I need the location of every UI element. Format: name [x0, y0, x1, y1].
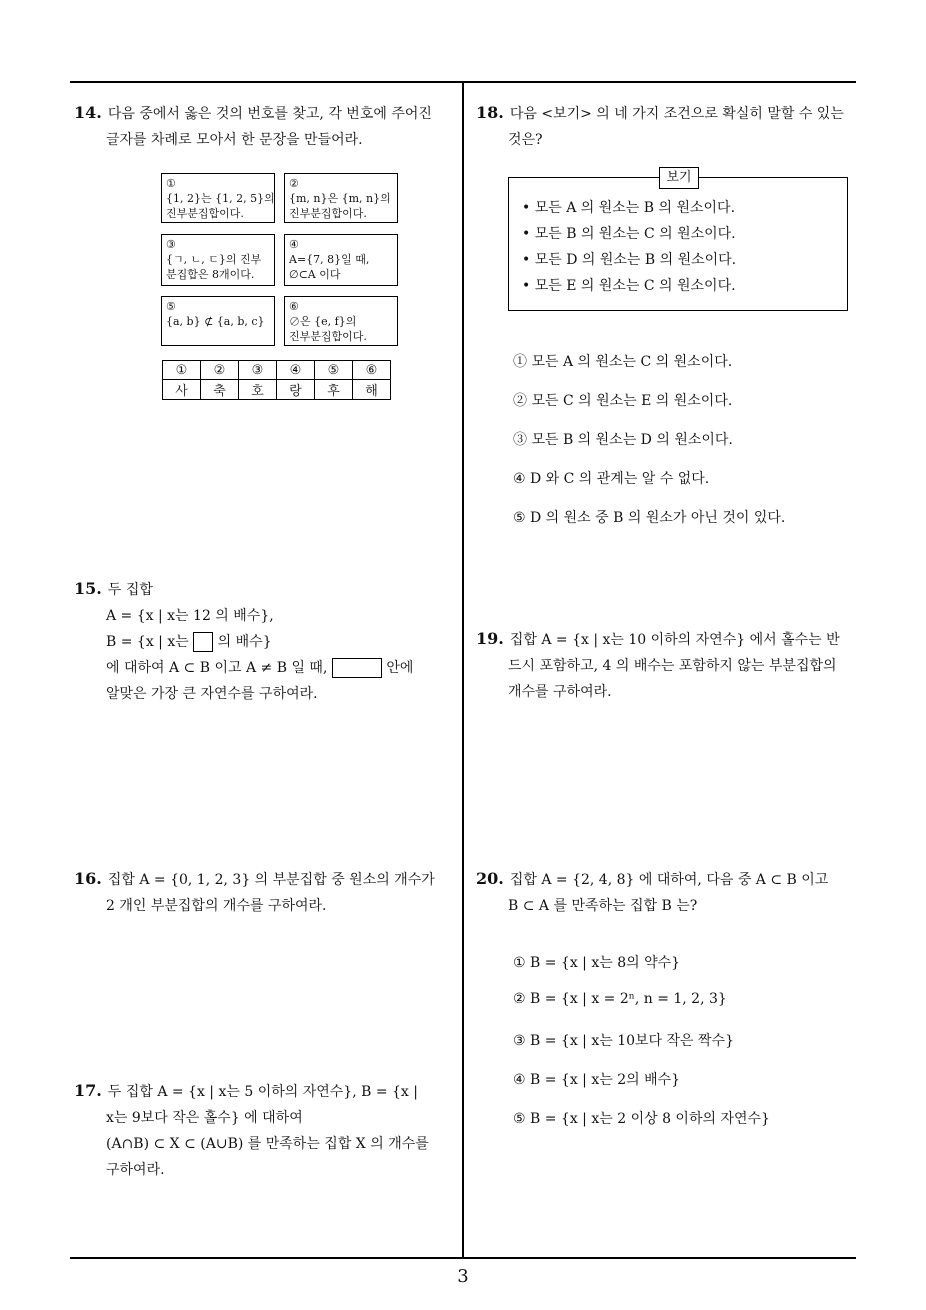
question-text: 의 배수}: [217, 634, 272, 650]
statement-box-3: [161, 234, 275, 286]
box-line: {a, b} ⊄ {a, b, c}: [166, 315, 265, 328]
table-cell: ②: [201, 361, 239, 380]
choice-2: ② 모든 C 의 원소는 E 의 원소이다.: [513, 393, 733, 409]
statement-box-6: [284, 296, 398, 346]
box-line: 진부분집합이다.: [289, 330, 367, 343]
table-cell: ⑥: [353, 361, 391, 380]
table-cell: ③: [239, 361, 277, 380]
question-text: 다음 <보기> 의 네 가지 조건으로 확실히 말할 수 있는: [509, 106, 844, 122]
box-line: 분집합은 8개이다.: [166, 268, 255, 281]
question-text: 개수를 구하여라.: [508, 684, 612, 700]
statement-box-1: [161, 173, 275, 223]
table-cell: 후: [315, 380, 353, 400]
answer-letter-table: [162, 360, 391, 400]
choice-4: ④ D 와 C 의 관계는 알 수 없다.: [513, 471, 710, 487]
table-cell: 해: [353, 380, 391, 400]
question-text: B ⊂ A 를 만족하는 집합 B 는?: [508, 898, 698, 914]
table-cell: ⑤: [315, 361, 353, 380]
box-line: 진부분집합이다.: [166, 207, 244, 220]
question-18: [476, 100, 861, 153]
box-line: {1, 2}는 {1, 2, 5}의: [166, 192, 275, 205]
choice-3: ③ B = {x | x는 10보다 작은 짝수}: [513, 1033, 734, 1049]
table-row: [163, 361, 391, 380]
question-14: [74, 100, 459, 153]
question-text: 집합 A = {2, 4, 8} 에 대하여, 다음 중 A ⊂ B 이고: [509, 872, 829, 888]
question-text: 2 개인 부분집합의 개수를 구하여라.: [106, 898, 327, 914]
question-text: 구하여라.: [106, 1162, 165, 1178]
question-text: 글자를 차례로 모아서 한 문장을 만들어라.: [106, 132, 363, 148]
box-line: 진부분집합이다.: [289, 207, 367, 220]
question-text: 집합 A = {x | x는 10 이하의 자연수} 에서 홀수는 반: [509, 632, 840, 648]
choice-4: ④ B = {x | x는 2의 배수}: [513, 1072, 681, 1088]
choice-2: ② B = {x | x = 2ⁿ, n = 1, 2, 3}: [513, 991, 727, 1007]
question-text: 에 대하여 A ⊂ B 이고 A ≠ B 일 때,: [106, 660, 328, 676]
statement-box-4: [284, 234, 398, 286]
question-number: 16.: [74, 869, 102, 888]
box-line: ∅은 {e, f}의: [289, 315, 357, 328]
question-text: (A∩B) ⊂ X ⊂ (A∪B) 를 만족하는 집합 X 의 개수를: [106, 1136, 429, 1152]
choice-5: ⑤ D 의 원소 중 B 의 원소가 아닌 것이 있다.: [513, 510, 786, 526]
question-17: [74, 1078, 459, 1183]
question-16: [74, 866, 459, 919]
choice-1: ① 모든 A 의 원소는 C 의 원소이다.: [513, 354, 733, 370]
box-line: ∅⊂A 이다: [289, 268, 341, 281]
question-text: B = {x | x는: [106, 634, 189, 650]
question-number: 20.: [476, 869, 504, 888]
box-line: {ㄱ, ㄴ, ㄷ}의 진부: [166, 253, 262, 266]
question-20: [476, 866, 861, 919]
column-divider: [462, 82, 464, 1258]
statement-box-2: [284, 173, 398, 223]
choice-3: ③ 모든 B 의 원소는 D 의 원소이다.: [513, 432, 733, 448]
box-line: {m, n}은 {m, n}의: [289, 192, 391, 205]
question-text: 것은?: [508, 132, 543, 148]
box-line: A={7, 8}일 때,: [289, 253, 370, 266]
table-cell: 호: [239, 380, 277, 400]
question-text: 안에: [386, 660, 414, 676]
question-19: [476, 626, 861, 705]
question-15: [74, 576, 459, 707]
box-mark: ⑤: [166, 300, 176, 313]
table-cell: 사: [163, 380, 201, 400]
box-mark: ②: [289, 177, 299, 190]
question-text: 두 집합: [107, 582, 153, 598]
answer-blank-box: [193, 632, 213, 652]
question-text: 집합 A = {0, 1, 2, 3} 의 부분집합 중 원소의 개수가: [107, 872, 435, 888]
bogi-item: • 모든 D 의 원소는 B 의 원소이다.: [522, 252, 737, 268]
table-row: [163, 380, 391, 400]
box-mark: ③: [166, 238, 176, 251]
question-text: A = {x | x는 12 의 배수},: [106, 608, 274, 624]
question-text: 드시 포함하고, 4 의 배수는 포함하지 않는 부분집합의: [508, 658, 837, 674]
question-number: 17.: [74, 1081, 102, 1100]
question-text: 알맞은 가장 큰 자연수를 구하여라.: [106, 686, 318, 702]
box-mark: ④: [289, 238, 299, 251]
question-text: 다음 중에서 옳은 것의 번호를 찾고, 각 번호에 주어진: [107, 106, 432, 122]
table-cell: ④: [277, 361, 315, 380]
answer-blank-box: [332, 658, 382, 678]
choice-5: ⑤ B = {x | x는 2 이상 8 이하의 자연수}: [513, 1111, 770, 1127]
choice-1: ① B = {x | x는 8의 약수}: [513, 955, 681, 971]
box-mark: ⑥: [289, 300, 299, 313]
table-cell: ①: [163, 361, 201, 380]
table-cell: 랑: [277, 380, 315, 400]
question-number: 19.: [476, 629, 504, 648]
bogi-item: • 모든 A 의 원소는 B 의 원소이다.: [522, 200, 736, 216]
question-text: x는 9보다 작은 홀수} 에 대하여: [106, 1110, 303, 1126]
bogi-item: • 모든 B 의 원소는 C 의 원소이다.: [522, 226, 736, 242]
question-number: 14.: [74, 103, 102, 122]
question-number: 15.: [74, 579, 102, 598]
statement-box-5: [161, 296, 275, 346]
bogi-label: 보기: [659, 167, 699, 189]
page-number: 3: [457, 1266, 469, 1287]
table-cell: 축: [201, 380, 239, 400]
question-number: 18.: [476, 103, 504, 122]
question-text: 두 집합 A = {x | x는 5 이하의 자연수}, B = {x |: [107, 1084, 418, 1100]
bogi-item: • 모든 E 의 원소는 C 의 원소이다.: [522, 278, 736, 294]
box-mark: ①: [166, 177, 176, 190]
